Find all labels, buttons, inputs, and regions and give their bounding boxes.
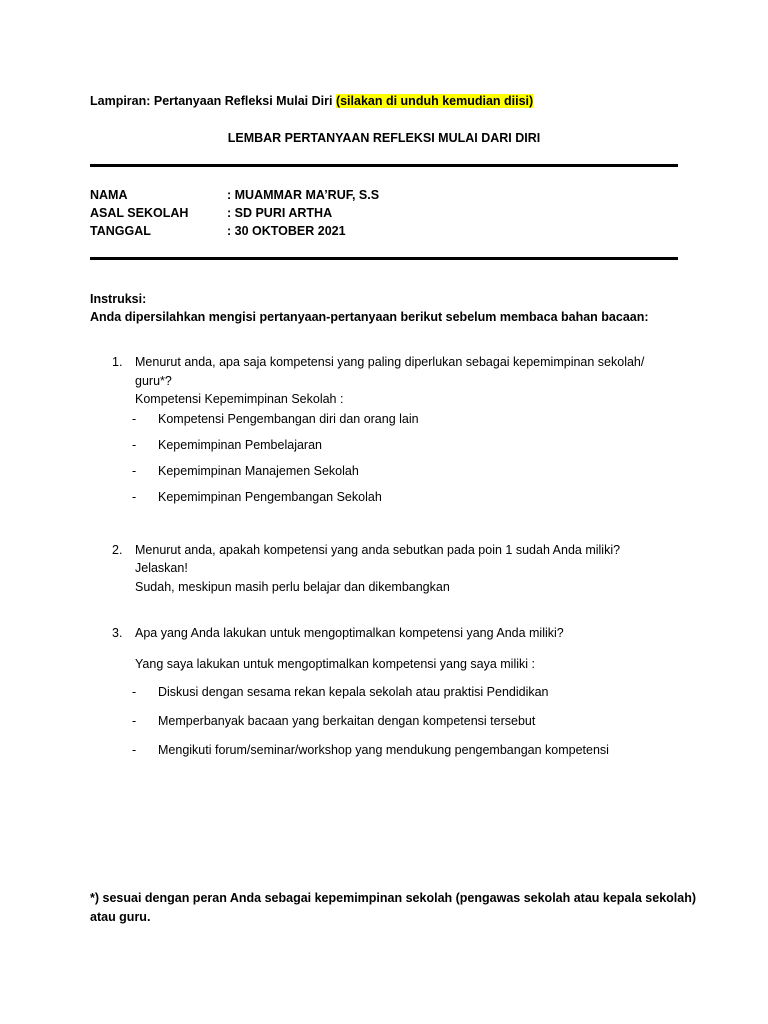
question-3-bullet-3: Mengikuti forum/seminar/workshop yang mendukung pengembangan kompetensi (158, 743, 609, 757)
bullet-dash: - (132, 412, 137, 426)
question-1-bullet-3: Kepemimpinan Manajemen Sekolah (158, 464, 359, 478)
bullet-dash: - (132, 743, 137, 757)
identity-label-sekolah: ASAL SEKOLAH (90, 206, 189, 220)
question-2-text-line1: Menurut anda, apakah kompetensi yang anda sebutkan pada poin 1 sudah Anda miliki? (135, 543, 621, 557)
question-3-bullet-1: Diskusi dengan sesama rekan kepala sekolah atau praktisi Pendidikan (158, 685, 549, 699)
bullet-dash: - (132, 464, 137, 478)
question-3-number: 3. (112, 626, 123, 640)
question-1-text-line1: Menurut anda, apa saja kompetensi yang paling diperlukan sebagai kepemimpinan sekolah/ (135, 355, 645, 369)
question-2-text-line2: Jelaskan! (135, 561, 188, 575)
question-1-number: 1. (112, 355, 123, 369)
lampiran-text: Lampiran: Pertanyaan Refleksi Mulai Diri (90, 94, 333, 108)
instructions-heading: Instruksi: (90, 292, 147, 306)
highlight-note: (silakan di unduh kemudian diisi) (335, 94, 534, 108)
identity-label-nama: NAMA (90, 188, 128, 202)
bullet-dash: - (132, 490, 137, 504)
question-3-text-line1: Apa yang Anda lakukan untuk mengoptimalkan kompetensi yang Anda miliki? (135, 626, 564, 640)
document-title: LEMBAR PERTANYAAN REFLEKSI MULAI DARI DIRI (227, 131, 541, 145)
question-3-answer-intro: Yang saya lakukan untuk mengoptimalkan kompetensi yang saya miliki : (135, 657, 535, 671)
identity-value-tanggal: : 30 OKTOBER 2021 (227, 224, 346, 238)
top-divider (90, 164, 678, 167)
question-2-answer: Sudah, meskipun masih perlu belajar dan dikembangkan (135, 580, 450, 594)
question-1-bullet-4: Kepemimpinan Pengembangan Sekolah (158, 490, 382, 504)
identity-value-sekolah: : SD PURI ARTHA (227, 206, 333, 220)
identity-value-nama: : MUAMMAR MA’RUF, S.S (227, 188, 380, 202)
lampiran-line (90, 94, 533, 108)
question-1-bullet-2: Kepemimpinan Pembelajaran (158, 438, 322, 452)
footnote-line1: *) sesuai dengan peran Anda sebagai kepemimpinan sekolah (pengawas sekolah atau kepala sekolah) (90, 891, 696, 905)
bullet-dash: - (132, 438, 137, 452)
footnote-line2: atau guru. (90, 910, 151, 924)
question-1-answer-intro: Kompetensi Kepemimpinan Sekolah : (135, 392, 344, 406)
question-1-bullet-1: Kompetensi Pengembangan diri dan orang lain (158, 412, 419, 426)
question-2-number: 2. (112, 543, 123, 557)
identity-label-tanggal: TANGGAL (90, 224, 151, 238)
bullet-dash: - (132, 714, 137, 728)
bottom-divider (90, 257, 678, 260)
bullet-dash: - (132, 685, 137, 699)
instructions-text: Anda dipersilahkan mengisi pertanyaan-pertanyaan berikut sebelum membaca bahan bacaan: (90, 310, 649, 324)
question-1-text-line2: guru*? (135, 374, 172, 388)
question-3-bullet-2: Memperbanyak bacaan yang berkaitan dengan kompetensi tersebut (158, 714, 536, 728)
